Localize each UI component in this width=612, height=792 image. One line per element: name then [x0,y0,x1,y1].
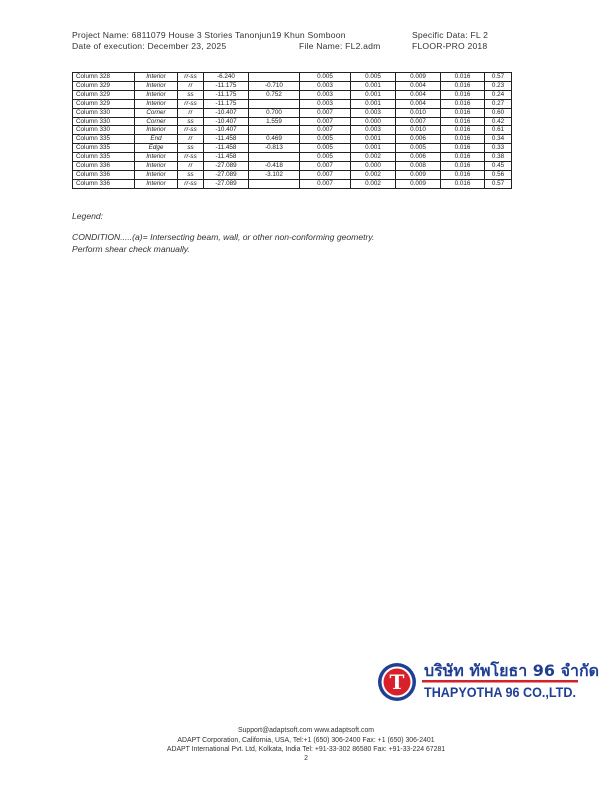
table-cell: 0.010 [396,126,441,135]
table-cell: Corner [135,117,178,126]
table-cell: Column 328 [73,73,135,82]
table-cell: 0.010 [396,108,441,117]
table-cell: -27.089 [204,170,249,179]
table-cell: 0.001 [351,99,396,108]
table-cell: Interior [135,126,178,135]
table-cell: 0.003 [300,90,351,99]
table-cell: rr-ss [178,179,204,188]
specific-data: Specific Data: FL 2 [412,30,489,40]
table-cell: 0.005 [351,73,396,82]
table-cell: 0.60 [485,108,512,117]
table-cell: 0.45 [485,162,512,171]
table-cell: 1.559 [249,117,300,126]
table-cell: 0.016 [441,179,485,188]
table-cell: rr-ss [178,153,204,162]
logo-thai-name: บริษัท ทัพโยธา 96 จำกัด [424,661,600,680]
table-cell: rr-ss [178,73,204,82]
table-cell: 0.001 [351,144,396,153]
company-logo [376,656,600,706]
software-version: FLOOR-PRO 2018 [412,41,488,51]
table-cell: 0.016 [441,126,485,135]
table-cell: Interior [135,179,178,188]
table-cell: -27.089 [204,162,249,171]
table-cell: Column 329 [73,81,135,90]
project-name: Project Name: 6811079 House 3 Stories Tanonjun19 Khun Somboon [72,30,346,40]
table-cell: 0.016 [441,108,485,117]
table-cell [249,179,300,188]
table-cell: 0.005 [300,73,351,82]
table-cell: 0.57 [485,179,512,188]
table-cell [249,153,300,162]
table-cell: -11.458 [204,135,249,144]
footer-address-india: ADAPT International Pvt. Ltd, Kolkata, India Tel: +91-33-302 86580 Fax: +91-33-224 67281 [166,746,446,753]
table-cell: -11.458 [204,153,249,162]
table-cell: 0.006 [396,135,441,144]
table-cell: -10.407 [204,108,249,117]
table-cell: Column 336 [73,179,135,188]
table-cell: 0.003 [300,81,351,90]
table-cell: 0.007 [300,162,351,171]
table-cell: 0.006 [396,153,441,162]
table-cell: 0.016 [441,153,485,162]
table-cell: Interior [135,90,178,99]
table-cell: 0.700 [249,108,300,117]
table-cell: 0.33 [485,144,512,153]
table-row [73,170,512,179]
table-cell [249,99,300,108]
table-row [73,179,512,188]
table-row [73,126,512,135]
table-cell: 0.000 [351,117,396,126]
table-cell: Column 336 [73,170,135,179]
table-cell: 0.007 [300,108,351,117]
table-cell: -11.458 [204,144,249,153]
table-cell: 0.005 [300,153,351,162]
table-cell: 0.004 [396,81,441,90]
table-cell: 0.016 [441,144,485,153]
table-row [73,144,512,153]
table-cell: Column 330 [73,117,135,126]
table-cell: 0.008 [396,162,441,171]
table-cell: rr [178,135,204,144]
table-cell: 0.57 [485,73,512,82]
table-cell: rr [178,108,204,117]
table-cell: -0.710 [249,81,300,90]
logo-graphic [376,656,600,706]
table-cell [249,126,300,135]
table-cell: -11.175 [204,99,249,108]
table-row [73,162,512,171]
table-cell: 0.003 [300,99,351,108]
table-cell: ss [178,144,204,153]
table-cell: Column 335 [73,144,135,153]
table-cell: Column 330 [73,126,135,135]
table-cell: 0.016 [441,81,485,90]
table-cell: Column 329 [73,99,135,108]
table-cell: -10.407 [204,126,249,135]
table-cell: Column 335 [73,135,135,144]
table-cell: Interior [135,73,178,82]
table-cell: 0.004 [396,99,441,108]
table-cell: 0.752 [249,90,300,99]
table-cell: -11.175 [204,81,249,90]
table-cell: rr-ss [178,99,204,108]
table-cell: 0.007 [300,126,351,135]
table-cell: -10.407 [204,117,249,126]
table-cell: 0.001 [351,135,396,144]
table-cell: 0.009 [396,170,441,179]
table-cell: 0.016 [441,90,485,99]
table-cell: 0.002 [351,153,396,162]
table-cell: Column 329 [73,90,135,99]
table-cell: 0.469 [249,135,300,144]
table-cell: Interior [135,170,178,179]
table-row [73,117,512,126]
legend-title: Legend: [72,211,104,221]
table-cell: 0.007 [396,117,441,126]
table-row [73,81,512,90]
table-cell: 0.005 [396,144,441,153]
table-cell: 0.005 [300,144,351,153]
table-cell: 0.27 [485,99,512,108]
table-cell: 0.009 [396,73,441,82]
table-body [73,73,512,189]
table-cell: -0.813 [249,144,300,153]
footer-address-usa: ADAPT Corporation, California, USA, Tel:+1 (650) 306-2400 Fax: +1 (650) 306-2401 [177,737,435,744]
table-cell: Edge [135,144,178,153]
table-cell: Column 335 [73,153,135,162]
table-cell: End [135,135,178,144]
table-cell: ss [178,117,204,126]
table-cell: Column 330 [73,108,135,117]
table-cell: 0.003 [351,126,396,135]
table-cell: -3.102 [249,170,300,179]
table-cell: 0.42 [485,117,512,126]
table-cell: 0.016 [441,170,485,179]
table-cell: 0.38 [485,153,512,162]
table-row [73,90,512,99]
table-cell: 0.007 [300,179,351,188]
table-cell: 0.007 [300,117,351,126]
table-cell: Interior [135,81,178,90]
table-cell: ss [178,90,204,99]
file-name: File Name: FL2.adm [299,41,381,51]
table-cell: 0.016 [441,162,485,171]
table-cell: 0.007 [300,170,351,179]
table-cell: -27.089 [204,179,249,188]
table-cell: 0.000 [351,162,396,171]
table-cell: rr [178,162,204,171]
table-cell: -0.418 [249,162,300,171]
table-cell: ss [178,170,204,179]
table-cell: Interior [135,162,178,171]
table-row [73,153,512,162]
execution-date: Date of execution: December 23, 2025 [72,41,227,51]
table-cell: 0.004 [396,90,441,99]
table-cell: 0.23 [485,81,512,90]
table-cell: 0.001 [351,81,396,90]
table-cell: 0.005 [300,135,351,144]
table-cell: 0.002 [351,179,396,188]
legend-condition: CONDITION.....(a)= Intersecting beam, wall, or other non-conforming geometry. [72,232,375,242]
table-cell: 0.24 [485,90,512,99]
shear-check-table [72,72,512,189]
table-cell: 0.001 [351,90,396,99]
legend-note: Perform shear check manually. [72,244,190,254]
logo-english-name: THAPYOTHA 96 CO.,LTD. [424,684,576,700]
table-cell: 0.009 [396,179,441,188]
table-cell: 0.002 [351,170,396,179]
table-cell: -6.240 [204,73,249,82]
table-cell [249,73,300,82]
table-cell: Interior [135,153,178,162]
table-row [73,73,512,82]
table-cell: 0.003 [351,108,396,117]
table-cell: -11.175 [204,90,249,99]
table-row [73,99,512,108]
table-cell: 0.016 [441,117,485,126]
table-cell: rr-ss [178,126,204,135]
table-row [73,135,512,144]
table-cell: 0.016 [441,135,485,144]
table-cell: 0.016 [441,73,485,82]
table-cell: 0.34 [485,135,512,144]
page-number: 2 [304,755,308,762]
logo-divider [422,680,578,683]
footer-contact: Support@adaptsoft.com www.adaptsoft.com [237,727,375,734]
table-cell: 0.61 [485,126,512,135]
table-cell: Interior [135,99,178,108]
table-cell: 0.016 [441,99,485,108]
table-cell: Corner [135,108,178,117]
logo-letter: T [389,670,405,694]
table-row [73,108,512,117]
table-cell: rr [178,81,204,90]
table-cell: Column 336 [73,162,135,171]
table-cell: 0.56 [485,170,512,179]
